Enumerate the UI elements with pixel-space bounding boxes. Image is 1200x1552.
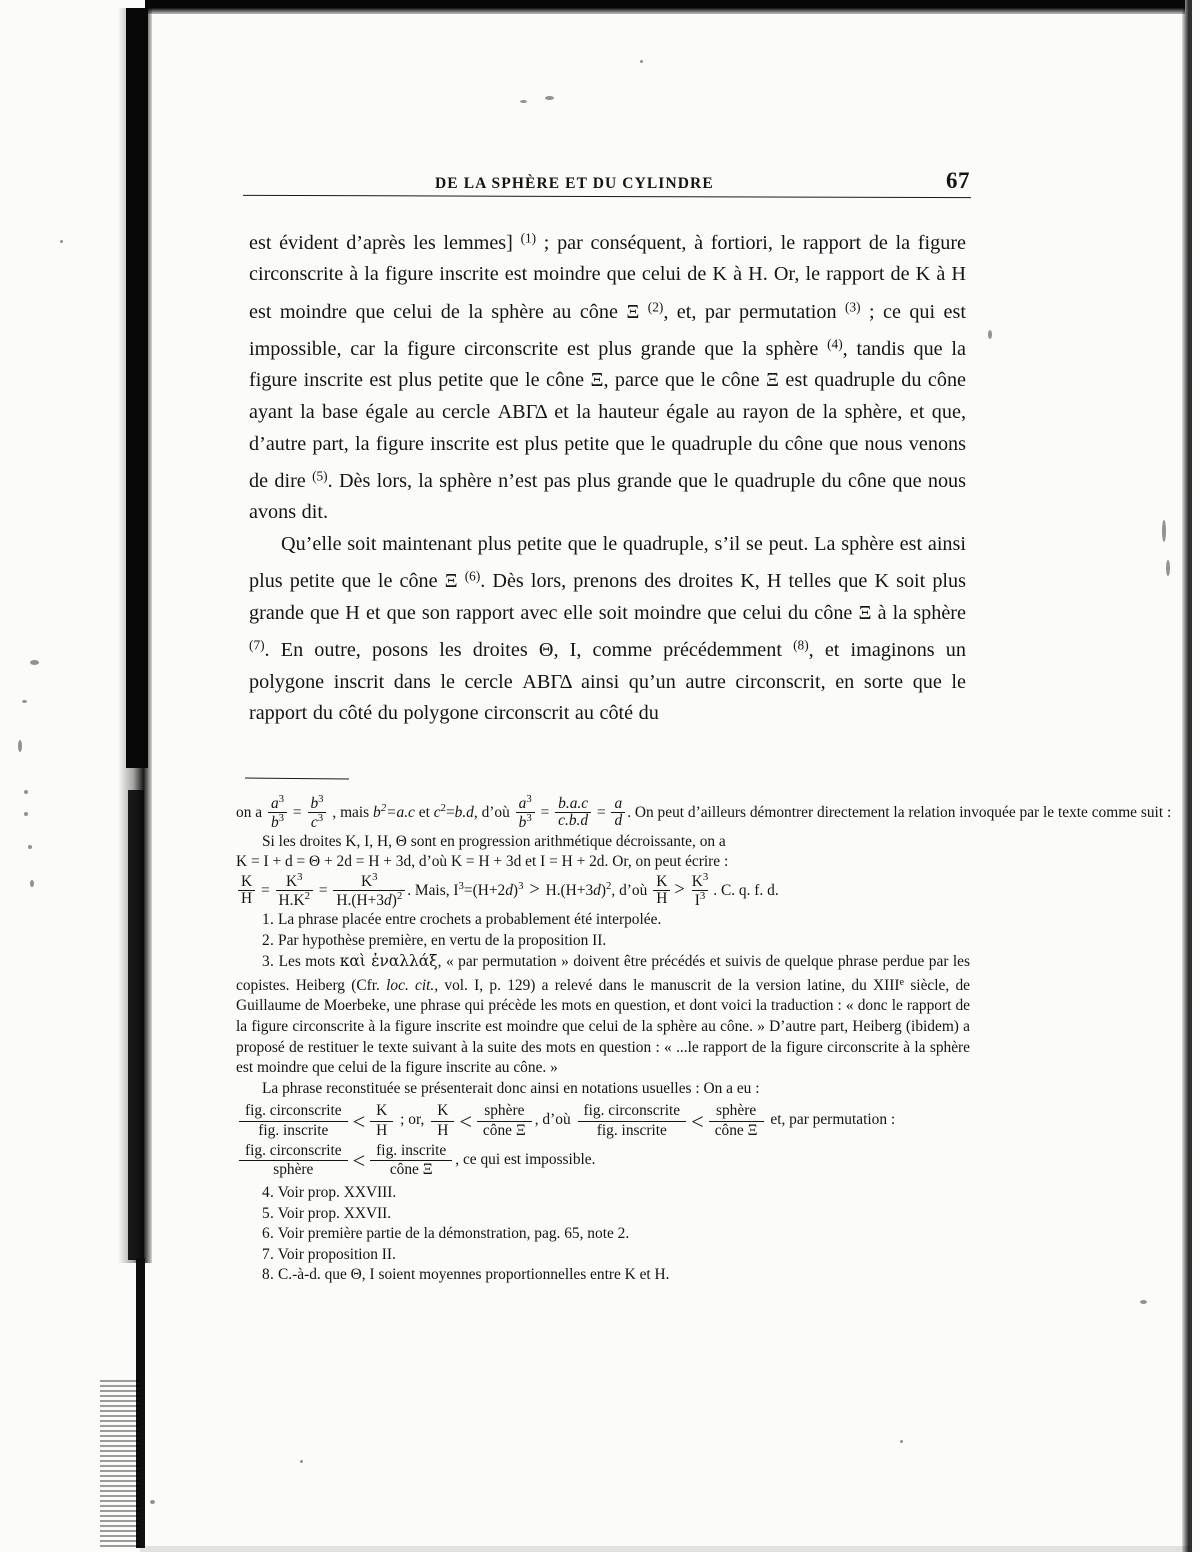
footnote-item-7 [236, 1245, 970, 1266]
f4-num: sphère [484, 1102, 525, 1120]
greek-phrase: καὶ ἐναλλάξ [339, 952, 438, 971]
f7-num: fig. circonscrite [245, 1141, 342, 1159]
footnote-item-1 [236, 910, 970, 931]
citation-loc-cit: loc. cit. [386, 976, 435, 994]
footnote-item-8 [236, 1265, 970, 1286]
footnote-item-5 [236, 1204, 970, 1225]
footnote-text: Voir prop. XXVII. [277, 1204, 392, 1222]
f1-den: fig. inscrite [239, 1121, 348, 1140]
reconstructed-formula-line1 [236, 1102, 970, 1139]
footnote-item-4 [236, 1183, 970, 1204]
footnote-item-6 [236, 1224, 970, 1245]
footnote-proof-line3: $\frac{K}{H}$ = $\frac{K^3}{H.K^2}$ = $\frac{K^3}{H.(H+3d)^2}$ . Mais, $I^3=(H+2d)^3 > H.(H+3d)^2$, d’où $\frac{K}{H}$ > $\frac{K^3}{I^3}$ . C. q. f. d. [236, 873, 970, 910]
footnote-rule [245, 778, 349, 780]
header-rule [243, 195, 971, 198]
proof-eq2: = [318, 882, 328, 900]
page-number: 67 [946, 168, 970, 193]
footnote-text-a: Les mots [278, 953, 340, 971]
body-paragraph-1: est évident d’après les lemmes] $^{(1)}$ ; par conséquent, à fortiori, le rapport de la figure circonscrite à la figure inscrite est moindre que celui de K à H. Or, le rapport de K à H est moindre que celui de la sphère au cône Ξ $^{(2)}$, et, par permutation $^{(3)}$ ; ce qui est impossible, car la figure circonscrite est plus grande que la sphère $^{(4)}$, tandis que la figure inscrite est plus petite que le cône Ξ, parce que le cône Ξ est quadruple du cône ayant la base égale au cercle ΑΒΓΔ et la hauteur égale au rayon de la sphère, et que, d’autre part, la figure inscrite est plus petite que le quadruple du cône que nous venons de dire $^{(5)}$. Dès lors, la sphère n’est pas plus grande que le quadruple du cône que nous avons dit. [249, 230, 966, 524]
page-header [240, 168, 970, 194]
footnote-number: 1. [262, 910, 275, 928]
body-paragraph-2: Qu’elle soit maintenant plus petite que le quadruple, s’il se peut. La sphère est ainsi plus petite que le cône Ξ $^{(6)}$. Dès lors, prenons des droites K, H telles que K soit plus grande que H et que son rapport avec elle soit moindre que celui du cône Ξ à la sphère $^{(7)}$. En outre, posons les droites Θ, I, comme précédemment $^{(8)}$, et imaginons un polygone inscrit dans le cercle ΑΒΓΔ ainsi qu’un autre circonscrit, en sorte que le rapport du côté du polygone circonscrit au côté du [249, 532, 966, 725]
footnote-marker: (6) [464, 568, 481, 584]
math-tail: . On peut d’ailleurs démontrer directement la relation invoquée par le texte comme suit : [627, 803, 1172, 821]
sep-2: , d’où [534, 1111, 571, 1129]
footnote-text: Par hypothèse première, en vertu de la proposition II. [278, 931, 607, 949]
f8-den: cône Ξ [370, 1160, 452, 1179]
f5-num: fig. circonscrite [583, 1102, 681, 1120]
lt-2: < [459, 1108, 472, 1134]
footnote-number: 5. [262, 1204, 275, 1222]
f6-num: sphère [716, 1102, 757, 1120]
reconstructed-formula-line2 [236, 1142, 970, 1179]
ordinal-suffix: e [899, 976, 905, 988]
footnote-text: C.-à-d. que Θ, I soient moyennes proportionnelles entre K et H. [278, 1266, 670, 1284]
proof-tail: . C. q. f. d. [713, 882, 779, 900]
footnote-marker: (8) [793, 637, 809, 653]
footnote-text: Voir prop. XXVIII. [277, 1184, 397, 1202]
footnote-text: Voir première partie de la démonstration, pag. 65, note 2. [277, 1225, 630, 1243]
footnote-text-b: , « par permutation » doivent être précédés et suivis de quelque phrase perdue par les copistes. Heiberg (Cfr. [236, 953, 971, 994]
f7-den: sphère [239, 1160, 348, 1179]
footnotes-block [236, 793, 1172, 1286]
f1-num: fig. circonscrite [245, 1102, 342, 1120]
math-eq3: = [596, 803, 606, 821]
footnote-proof-line1: Si les droites K, I, H, Θ sont en progression arithmétique décroissante, on a [262, 832, 726, 850]
footnote-marker: (1) [520, 230, 537, 245]
footnote-item-3 [236, 951, 970, 1079]
footnote-proof-line2: K = I + d = Θ + 2d = H + 3d, d’où K = H + 3d et I = H + 2d. Or, on peut écrire : [236, 853, 729, 871]
footnote-marker: (3) [845, 298, 861, 314]
proof-eq1: = [260, 882, 270, 900]
footnote-number: 8. [262, 1266, 275, 1284]
footnote-marker: (4) [827, 336, 843, 352]
lt-3: < [691, 1108, 704, 1134]
footnote-text: La phrase placée entre crochets a probablement été interpolée. [278, 910, 662, 928]
lt-1: < [352, 1108, 366, 1134]
footnote-math-intro: on a $\frac{a^3}{b^3}$ = $\frac{b^3}{c^3}$ , mais $b^2=a.c$ et $c^2=b.d$, d’où $\frac{a^3}{b^3}$ = $\frac{b.a.c}{c.b.d}$ = $\frac{a}{d}$ . On peut d’ailleurs démontrer directement la relation invoquée par le texte comme suit : [236, 793, 1172, 831]
reconstructed-tail: , ce qui est impossible. [455, 1150, 596, 1168]
sep-3: et, par permutation : [770, 1111, 896, 1129]
footnote-marker: (2) [647, 298, 664, 314]
f2-num: K [376, 1102, 388, 1120]
running-title: DE LA SPHÈRE ET DU CYLINDRE [435, 175, 714, 192]
sep-1: ; or, [400, 1111, 425, 1129]
footnote-text: Voir proposition II. [277, 1245, 396, 1263]
f8-num: fig. inscrite [376, 1141, 447, 1159]
footnote-item-2 [236, 931, 970, 952]
f3-num: K [437, 1102, 449, 1120]
reconstructed-lead: La phrase reconstituée se présenterait donc ainsi en notations usuelles : On a eu : [262, 1079, 760, 1097]
footnote-text-c: , vol. I, p. 129) a relevé dans le manuscrit de la version latine, du XIIIe siècle, de Guillaume de Moerbeke, une phrase qui précède les mots en question, et dont voici la traduction : « donc le rapport de la figure circonscrite à la figure inscrite est moindre que celui de la sphère au cône. » D’autre part, Heiberg (ibidem) a proposé de restituer le texte suivant à la suite des mots en question : « ...le rapport de la figure circonscrite à la sphère est moindre que celui de la figure inscrite au cône. » [236, 976, 970, 1077]
f5-den: fig. inscrite [578, 1121, 687, 1140]
math-rel2: $c^2=b.d$ [433, 802, 474, 821]
math-lead: on a [236, 803, 263, 821]
proof-gt: > [674, 879, 685, 900]
footnote-number: 3. [262, 953, 275, 971]
body-text [249, 222, 966, 730]
math-eq1: = [292, 803, 302, 821]
math-dou: , d’où [473, 803, 510, 821]
footnote-number: 7. [262, 1245, 275, 1263]
f4-den: cône Ξ [477, 1121, 532, 1140]
footnote-marker: (5) [312, 468, 328, 484]
math-mid1: , mais [332, 803, 370, 821]
footnote-number: 2. [262, 931, 275, 949]
footnote-number: 4. [262, 1184, 275, 1202]
lt-4: < [352, 1148, 366, 1174]
f3-den: H [431, 1121, 454, 1140]
math-rel1: $b^2=a.c$ [373, 802, 415, 821]
f2-den: H [370, 1121, 393, 1140]
footnote-marker: (7) [249, 637, 265, 653]
footnote-number: 6. [262, 1225, 275, 1243]
f6-den: cône Ξ [709, 1121, 764, 1140]
proof-mid: . Mais, $I^3=(H+2d)^3 > H.(H+3d)^2$, d’où [407, 879, 648, 900]
math-eq2: = [540, 803, 550, 821]
math-and: et [418, 803, 430, 821]
